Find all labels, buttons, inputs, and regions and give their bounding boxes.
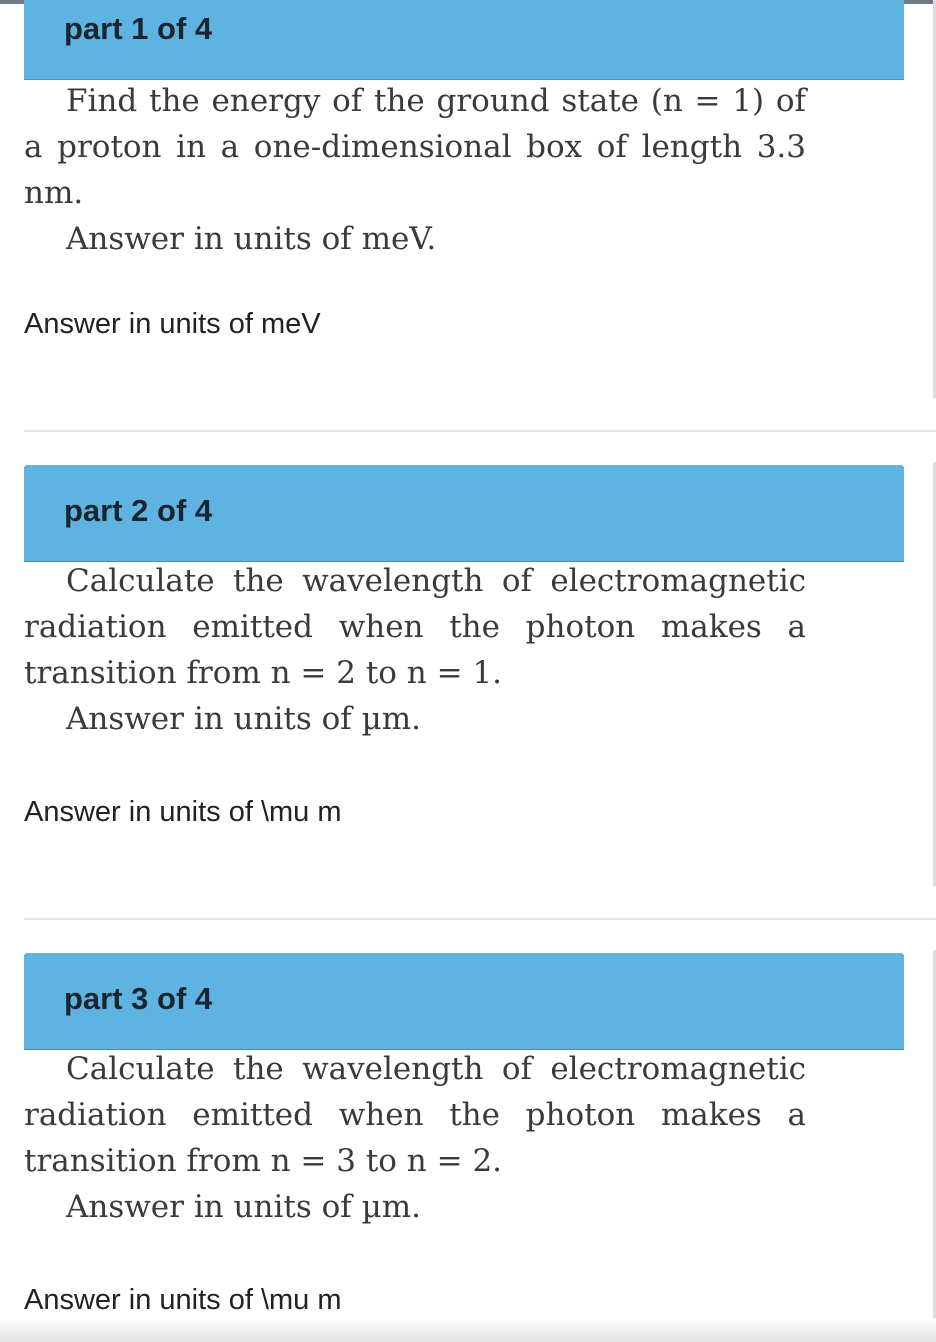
answer-input[interactable]: Answer in units of \mu m	[24, 1284, 342, 1316]
part-1-title: part 1 of 4	[64, 11, 213, 46]
part-1-question	[24, 78, 806, 262]
part-2-question	[24, 558, 806, 742]
units-instruction: Answer in units of µm.	[66, 1189, 422, 1225]
question-text: Calculate the wavelength of electromagnetic radiation emitted when the photon makes a transition from n = 3 to n = 2.	[24, 1051, 806, 1179]
part-1-header	[24, 0, 904, 80]
question-text: Calculate the wavelength of electromagnetic radiation emitted when the photon makes a transition from n = 2 to n = 1.	[24, 563, 806, 691]
part-2-title: part 2 of 4	[64, 493, 213, 528]
part-2-header	[24, 465, 904, 562]
answer-input[interactable]: Answer in units of \mu m	[24, 796, 342, 828]
part-3-header	[24, 953, 904, 1050]
part-3-question	[24, 1046, 806, 1230]
units-instruction: Answer in units of meV.	[66, 221, 437, 257]
section-divider	[24, 430, 936, 432]
bottom-shadow	[0, 1318, 936, 1342]
question-text: Find the energy of the ground state (n = 1) of a proton in a one-dimensional box of length 3.3 nm.	[24, 83, 806, 211]
answer-input[interactable]: Answer in units of meV	[24, 308, 321, 340]
part-3-title: part 3 of 4	[64, 981, 213, 1016]
units-instruction: Answer in units of µm.	[66, 701, 422, 737]
section-divider	[24, 918, 936, 920]
